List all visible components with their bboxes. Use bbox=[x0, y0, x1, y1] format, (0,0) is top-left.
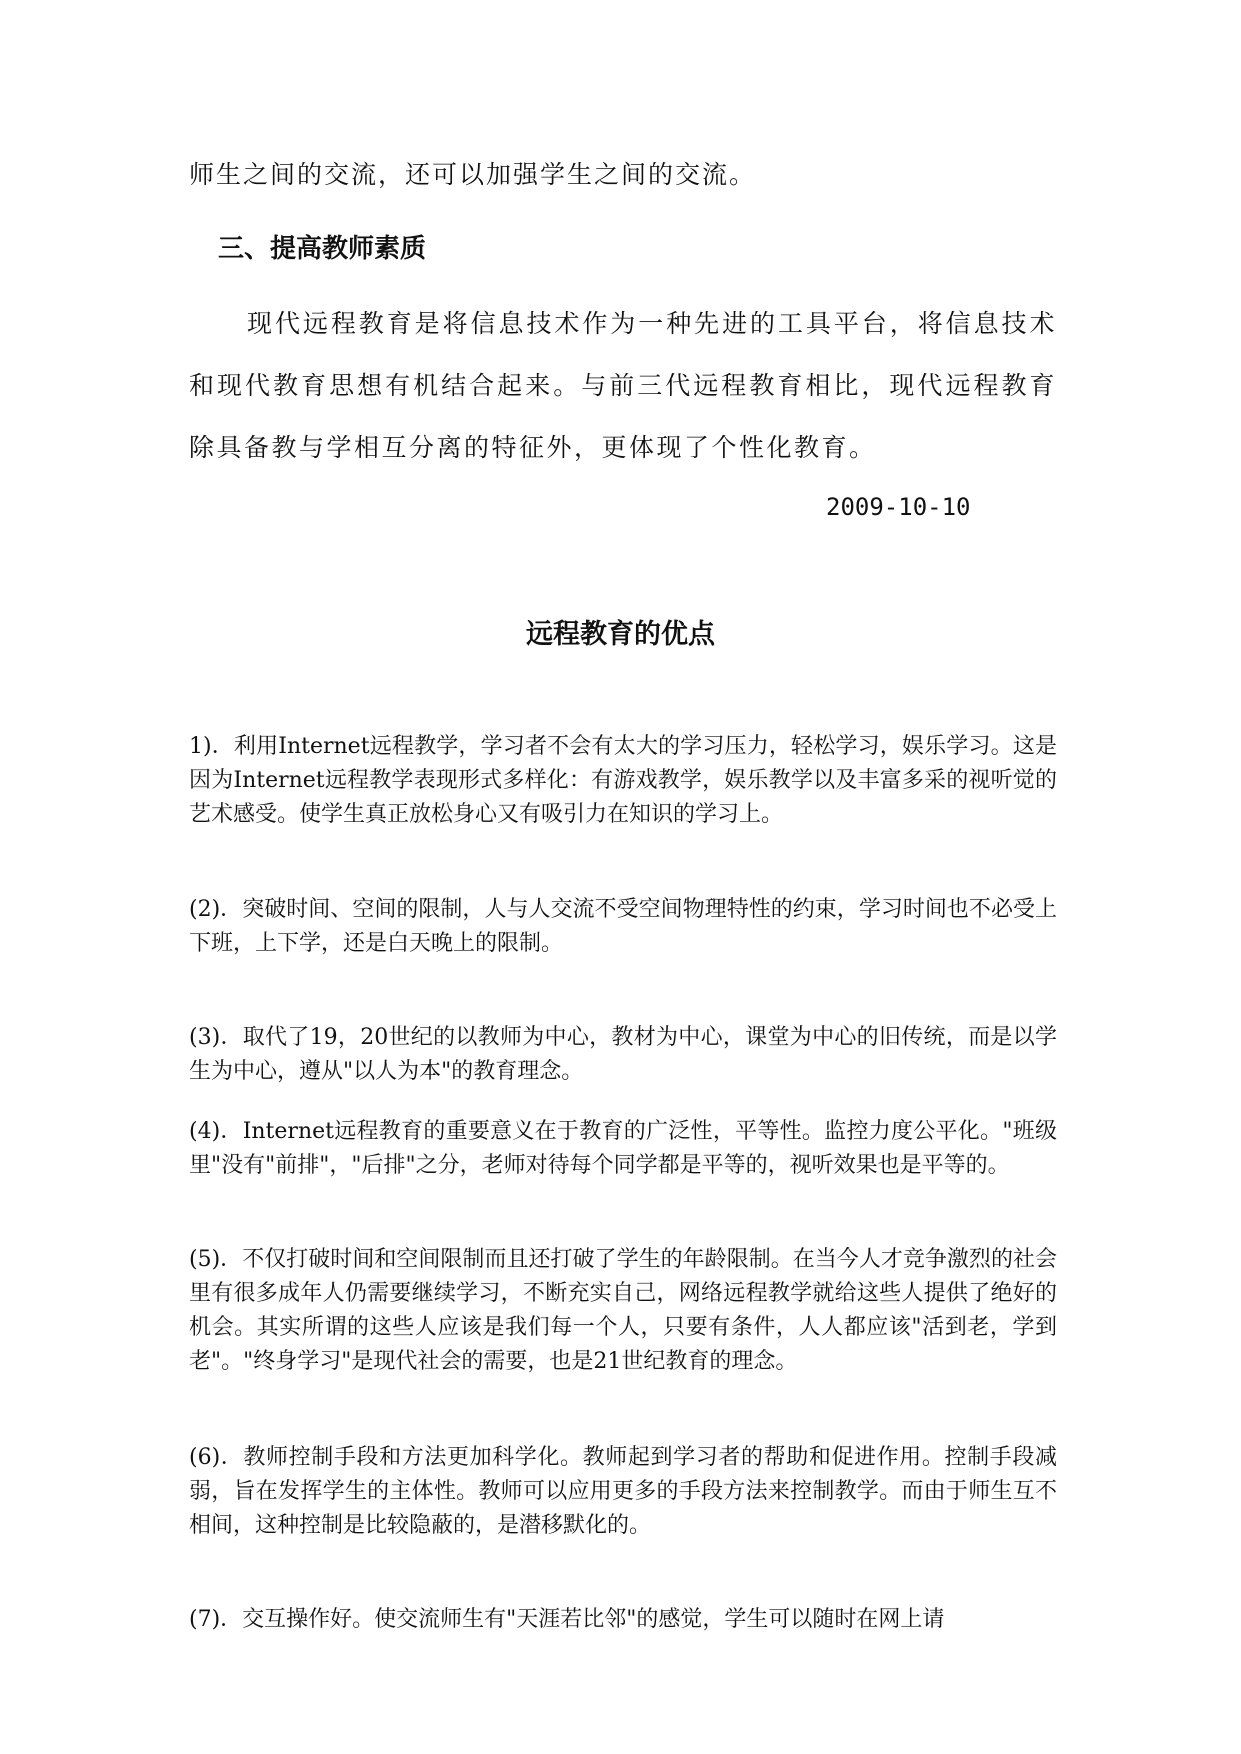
section-heading: 三、提高教师素质 bbox=[218, 234, 427, 264]
advantage-item-1: 1)．利用Internet远程教学，学习者不会有太大的学习压力，轻松学习，娱乐学习。这是因为Internet远程教学表现形式多样化：有游戏教学，娱乐教学以及丰富多采的视听觉的艺术感受。使学生真正放松身心又有吸引力在知识的学习上。 bbox=[189, 734, 1057, 827]
advantage-item-4: (4)．Internet远程教育的重要意义在于教育的广泛性，平等性。监控力度公平化。"班级里"没有"前排"，"后排"之分，老师对待每个同学都是平等的，视听效果也是平等的。 bbox=[189, 1119, 1057, 1178]
intro-text-line: 师生之间的交流，还可以加强学生之间的交流。 bbox=[189, 160, 757, 189]
section-paragraph: 现代远程教育是将信息技术作为一种先进的工具平台，将信息技术和现代教育思想有机结合起来。与前三代远程教育相比，现代远程教育除具备教与学相互分离的特征外，更体现了个性化教育。 bbox=[189, 309, 1057, 462]
advantage-item-6: (6)．教师控制手段和方法更加科学化。教师起到学习者的帮助和促进作用。控制手段减弱，旨在发挥学生的主体性。教师可以应用更多的手段方法来控制教学。而由于师生互不相间，这种控制是比较隐蔽的，是潜移默化的。 bbox=[189, 1445, 1057, 1538]
document-date: 2009-10-10 bbox=[826, 493, 971, 521]
advantage-item-3: (3)．取代了19，20世纪的以教师为中心，教材为中心，课堂为中心的旧传统，而是以学生为中心，遵从"以人为本"的教育理念。 bbox=[189, 1025, 1057, 1084]
advantage-item-2: (2)．突破时间、空间的限制，人与人交流不受空间物理特性的约束，学习时间也不必受上下班，上下学，还是白天晚上的限制。 bbox=[189, 897, 1057, 956]
article-title: 远程教育的优点 bbox=[526, 619, 715, 650]
advantage-item-7: (7)．交互操作好。使交流师生有"天涯若比邻"的感觉，学生可以随时在网上请 bbox=[189, 1607, 945, 1632]
advantage-item-5: (5)．不仅打破时间和空间限制而且还打破了学生的年龄限制。在当今人才竞争激烈的社会里有很多成年人仍需要继续学习，不断充实自己，网络远程教学就给这些人提供了绝好的机会。其实所谓的这些人应该是我们每一个人，只要有条件，人人都应该"活到老，学到老"。"终身学习"是现代社会的需要，也是21世纪教育的理念。 bbox=[189, 1247, 1057, 1374]
